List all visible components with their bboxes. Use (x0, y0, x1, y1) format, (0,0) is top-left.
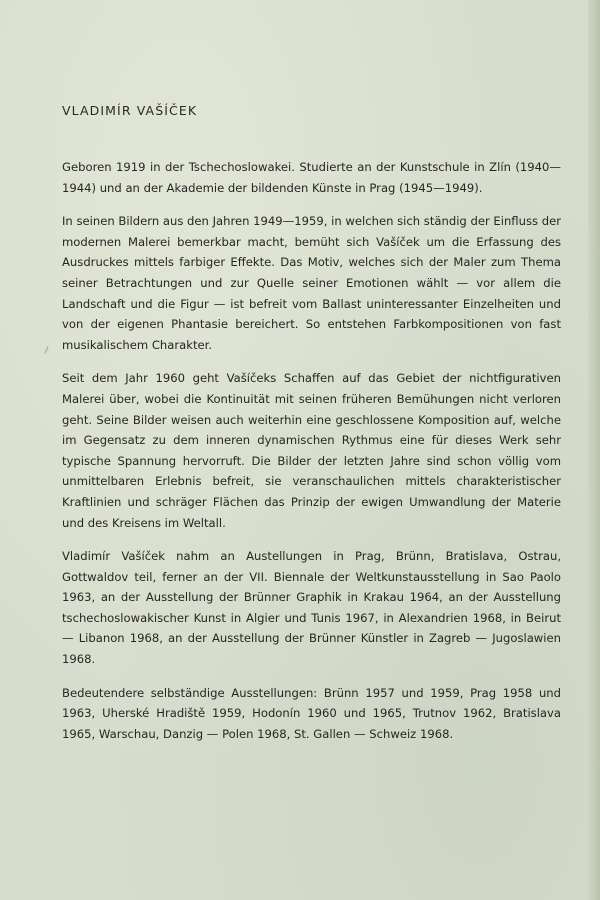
page-edge (588, 0, 600, 900)
paragraph-nonfigurative: Seit dem Jahr 1960 geht Vašíčeks Schaffen auf das Gebiet der nichtfigurativen Malerei über, wobei die Kontinuität mit seinen früheren Bemühungen nicht verloren geht. Seine Bilder weisen auch weiterhin eine geschlossene Komposition auf, welche im Gegensatz zu dem inneren dynamischen Rythmus eine für dieses Werk sehr typische Spannung hervorruft. Die Bilder der letzten Jahre sind schon völlig vom unmittelbaren Erlebnis befreit, sie veranschaulichen mittels charakteristischer Kraftlinien und schräger Flächen das Prinzip der ewigen Umwandlung der Materie und des Kreisens im Weltall. (62, 371, 561, 530)
paragraph-solo-exhibitions: Bedeutendere selbständige Ausstellungen: Brünn 1957 und 1959, Prag 1958 und 1963, Uherské Hradiště 1959, Hodonín 1960 und 1965, Trutnov 1962, Bratislava 1965, Warschau, Danzig — Polen 1968, St. Gallen — Schweiz 1968. (62, 685, 561, 741)
paragraph-exhibitions: Vladimír Vašíček nahm an Austellungen in Prag, Brünn, Bratislava, Ostrau, Gottwaldov teil, ferner an der VII. Biennale der Weltkunstausstellung in Sao Paolo 1963, an der Ausstellung der Brünner Graphik in Krakau 1964, an der Ausstellung tschechoslowakischer Kunst in Algier und Tunis 1967, in Alexandrien 1968, in Beirut — Libanon 1968, an der Ausstellung der Brünner Künstler in Zagreb — Jugoslawien 1968. (62, 549, 561, 667)
paragraph-birth-education: Geboren 1919 in der Tschechoslowakei. Studierte an der Kunstschule in Zlín (1940—1944) und an der Akademie der bildenden Künste in Prag (1945—1949). (62, 160, 561, 195)
paragraph-early-work: In seinen Bildern aus den Jahren 1949—1959, in welchen sich ständig der Einfluss der modernen Malerei bemerkbar macht, bemüht sich Vašíček um die Erfassung des Ausdruckes mittels farbiger Effekte. Das Motiv, welches sich der Maler zum Thema seiner Betrachtungen und zur Quelle seiner Emotionen wählt — vor allem die Landschaft und die Figur — ist befreit vom Ballast uninteressanter Einzelheiten und von der eigenen Phantasie bereichert. So entstehen Farbkompositionen von fast musikalischem Charakter. (62, 214, 561, 352)
paper-mark (44, 346, 48, 354)
author-heading: VLADIMÍR VAŠÍČEK (62, 103, 198, 118)
biography-text (62, 157, 561, 757)
